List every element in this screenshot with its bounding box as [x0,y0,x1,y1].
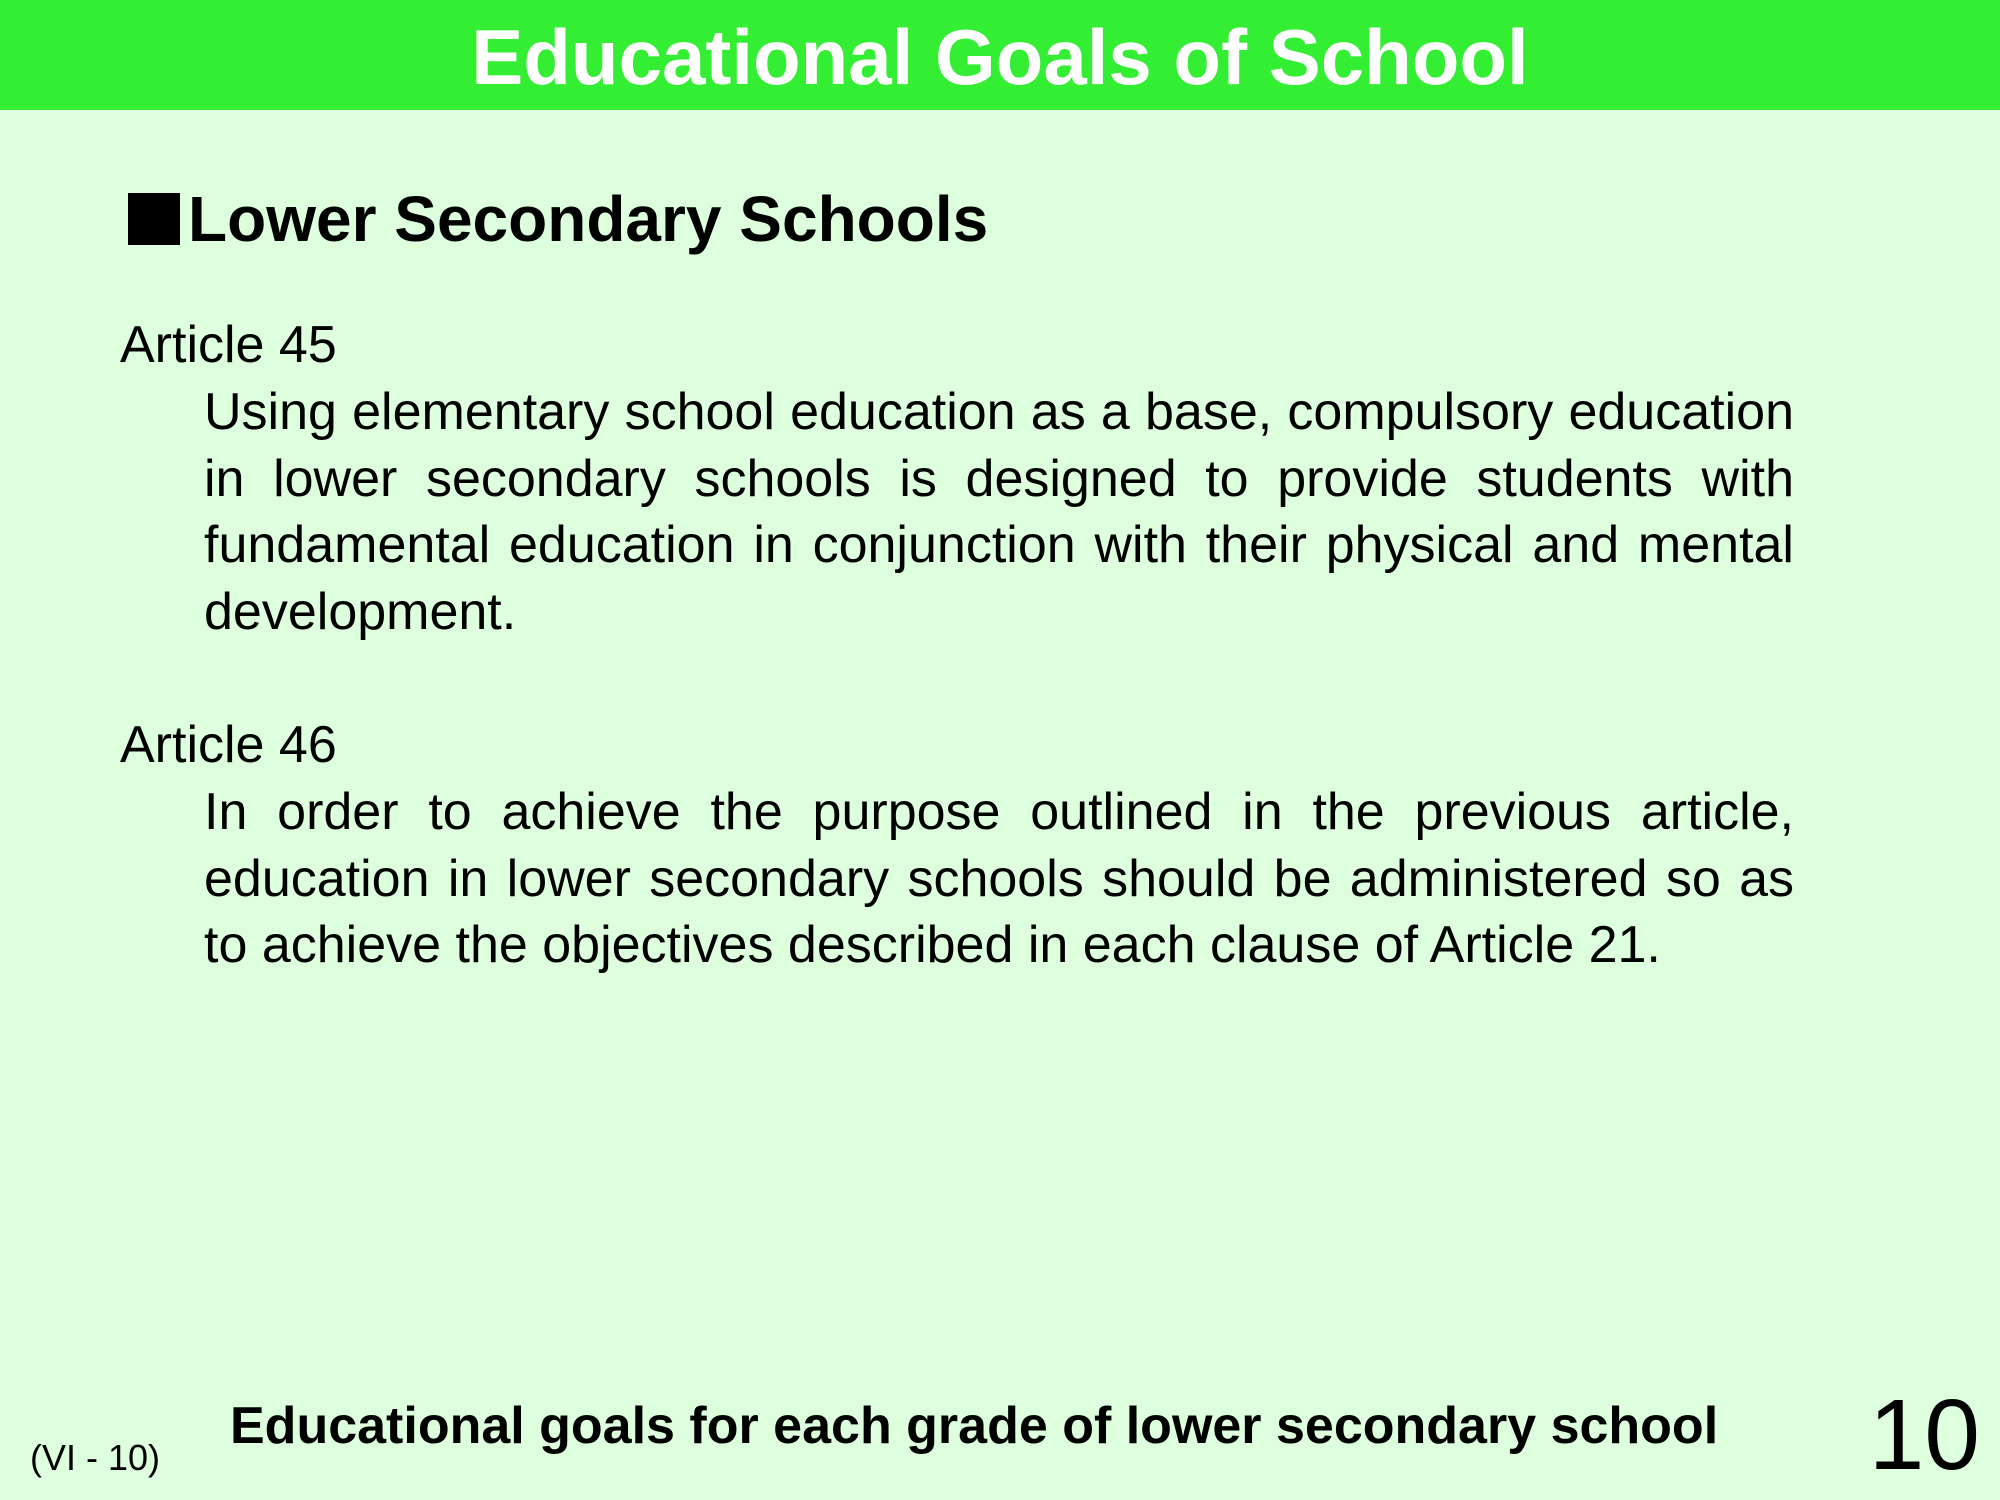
black-square-icon [128,193,180,245]
section-heading-text: Lower Secondary Schools [188,183,989,255]
article-46-label: Article 46 [120,716,337,774]
page-number: 10 [1868,1379,1980,1491]
title-bar [0,0,2000,110]
footer-caption: Educational goals for each grade of lower secondary school [230,1397,1719,1455]
article-45-label: Article 45 [120,316,337,374]
article-46-text: In order to achieve the purpose outlined in the previous article, education in lower secondary schools should be administered so as to achieve the objectives described in each clause of Article 21. [204,783,1794,974]
section-heading [128,184,988,254]
article-45-text: Using elementary school education as a base, compulsory education in lower secondary schools is designed to provide students with fundamental education in conjunction with their physical and mental development. [204,383,1794,641]
slide-title: Educational Goals of School [471,13,1529,101]
slide-reference: (VI - 10) [30,1437,161,1478]
